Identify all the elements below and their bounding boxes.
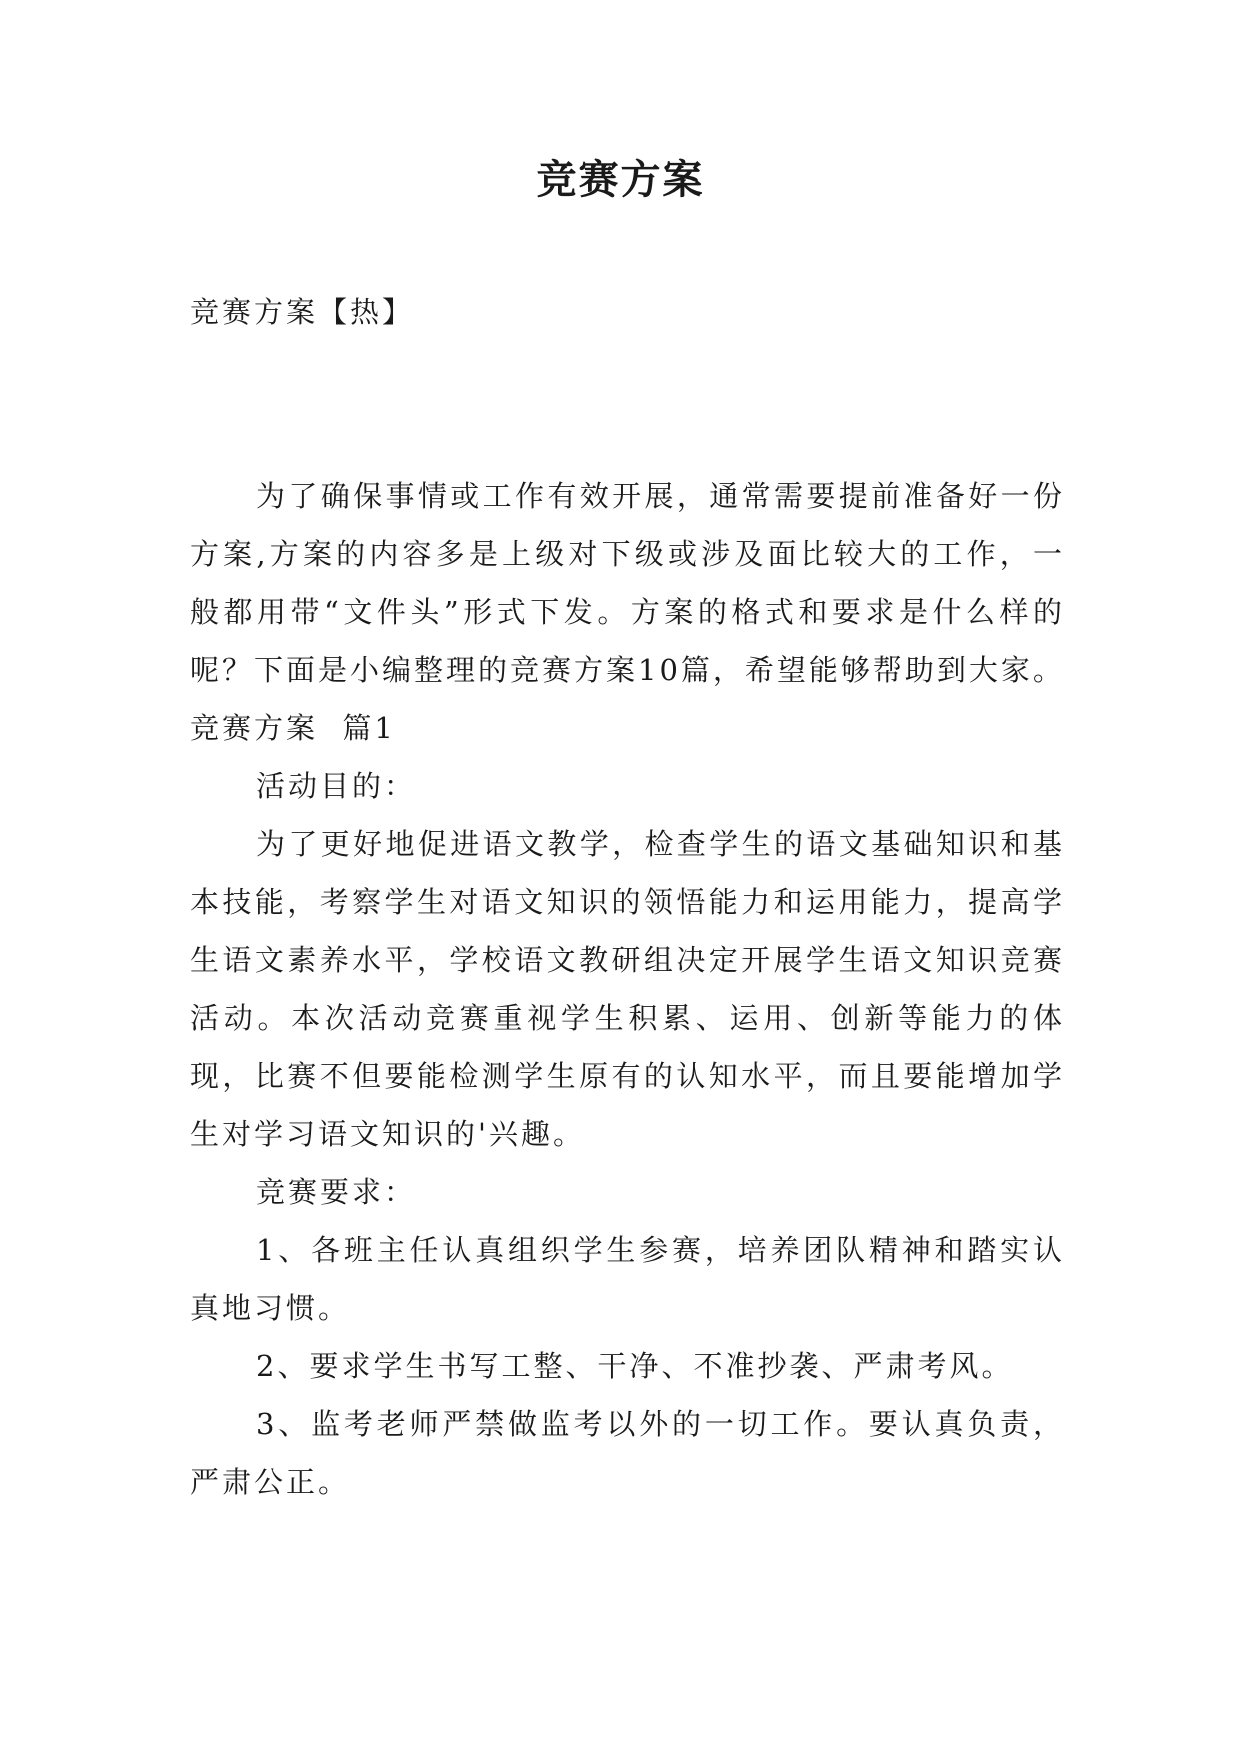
section-heading: 竞赛方案 篇1	[190, 711, 396, 745]
requirements-label: 竞赛要求：	[256, 1175, 417, 1209]
document-body	[190, 467, 1065, 1511]
requirement-item-2: 2、要求学生书写工整、干净、不准抄袭、严肃考风。	[256, 1349, 1014, 1383]
document-title: 竞赛方案	[536, 156, 705, 203]
document-subtitle: 竞赛方案【热】	[190, 295, 415, 329]
purpose-label: 活动目的：	[256, 769, 417, 803]
intro-paragraph: 为了确保事情或工作有效开展，通常需要提前准备好一份方案,方案的内容多是上级对下级或涉及面比较大的工作，一般都用带“文件头”形式下发。方案的格式和要求是什么样的呢？下面是小编整理的竞赛方案10篇，希望能够帮助到大家。	[190, 479, 1065, 687]
requirement-item-3: 3、监考老师严禁做监考以外的一切工作。要认真负责，严肃公正。	[190, 1407, 1065, 1499]
purpose-paragraph: 为了更好地促进语文教学，检查学生的语文基础知识和基本技能，考察学生对语文知识的领悟能力和运用能力，提高学生语文素养水平，学校语文教研组决定开展学生语文知识竞赛活动。本次活动竞赛重视学生积累、运用、创新等能力的体现，比赛不但要能检测学生原有的认知水平，而且要能增加学生对学习语文知识的'兴趣。	[190, 827, 1065, 1151]
requirement-item-1: 1、各班主任认真组织学生参赛，培养团队精神和踏实认真地习惯。	[190, 1233, 1065, 1325]
